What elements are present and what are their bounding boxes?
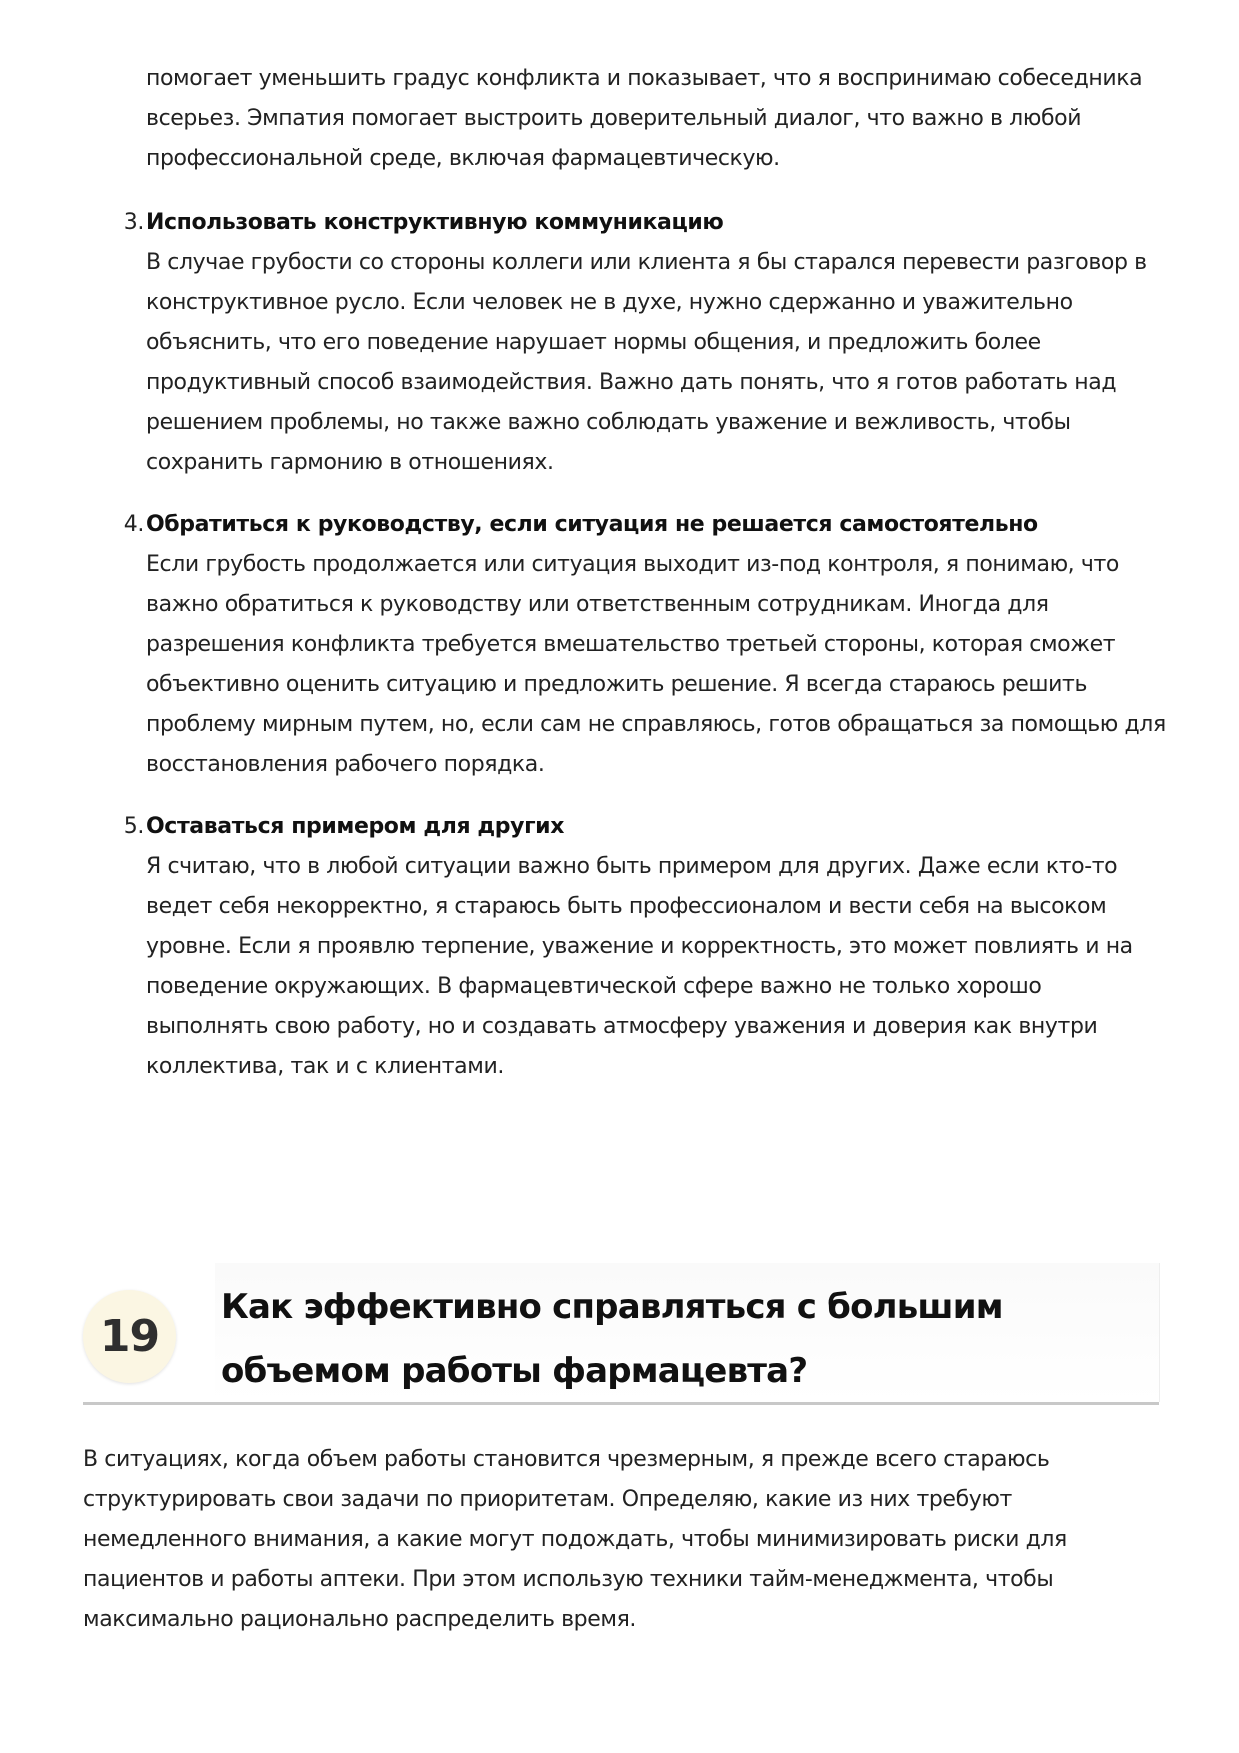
list-item-title: Использовать конструктивную коммуникацию [146, 210, 724, 235]
list-item-number: 4. [123, 512, 144, 537]
list-item-number: 3. [123, 210, 144, 235]
list-item-title: Оставаться примером для других [146, 814, 564, 839]
list-item [123, 807, 1166, 1087]
continuation-paragraph: помогает уменьшить градус конфликта и показывает, что я воспринимаю собеседника всерьез. Эмпатия помогает выстроить доверительный диалог, что важно в любой профессиональной среде, включая фармацевтическую. [146, 66, 1143, 171]
list-item-number: 5. [123, 814, 144, 839]
list-item [123, 203, 1166, 483]
list-item-title: Обратиться к руководству, если ситуация не решается самостоятельно [146, 512, 1038, 537]
section-title: Как эффективно справляться с большим объемом работы фармацевта? [221, 1287, 1003, 1391]
list-item-body: Если грубость продолжается или ситуация выходит из-под контроля, я понимаю, что важно обратиться к руководству или ответственным сотрудникам. Иногда для разрешения конфликта требуется вмешательство третьей стороны, которая сможет объективно оценить ситуацию и предложить решение. Я всегда стараюсь решить проблему мирным путем, но, если сам не справляюсь, готов обращаться за помощью для восстановления рабочего порядка. [146, 552, 1166, 777]
answer-paragraph: В ситуациях, когда объем работы становится чрезмерным, я прежде всего стараюсь структурировать свои задачи по приоритетам. Определяю, какие из них требуют немедленного внимания, а какие могут подождать, чтобы минимизировать риски для пациентов и работы аптеки. При этом использую техники тайм-менеджмента, чтобы максимально рационально распределить время. [83, 1447, 1067, 1632]
section-header [83, 1263, 1159, 1405]
numbered-list [123, 203, 1166, 1109]
list-item-body: Я считаю, что в любой ситуации важно быть примером для других. Даже если кто-то ведет себя некорректно, я стараюсь быть профессионалом и вести себя на высоком уровне. Если я проявлю терпение, уважение и корректность, это может повлиять и на поведение окружающих. В фармацевтической сфере важно не только хорошо выполнять свою работу, но и создавать атмосферу уважения и доверия как внутри коллектива, так и с клиентами. [146, 854, 1133, 1079]
section-number-badge: 19 [83, 1290, 176, 1383]
list-item [123, 505, 1166, 785]
list-item-body: В случае грубости со стороны коллеги или клиента я бы старался перевести разговор в конструктивное русло. Если человек не в духе, нужно сдержанно и уважительно объяснить, что его поведение нарушает нормы общения, и предложить более продуктивный способ взаимодействия. Важно дать понять, что я готов работать над решением проблемы, но также важно соблюдать уважение и вежливость, чтобы сохранить гармонию в отношениях. [146, 250, 1147, 475]
